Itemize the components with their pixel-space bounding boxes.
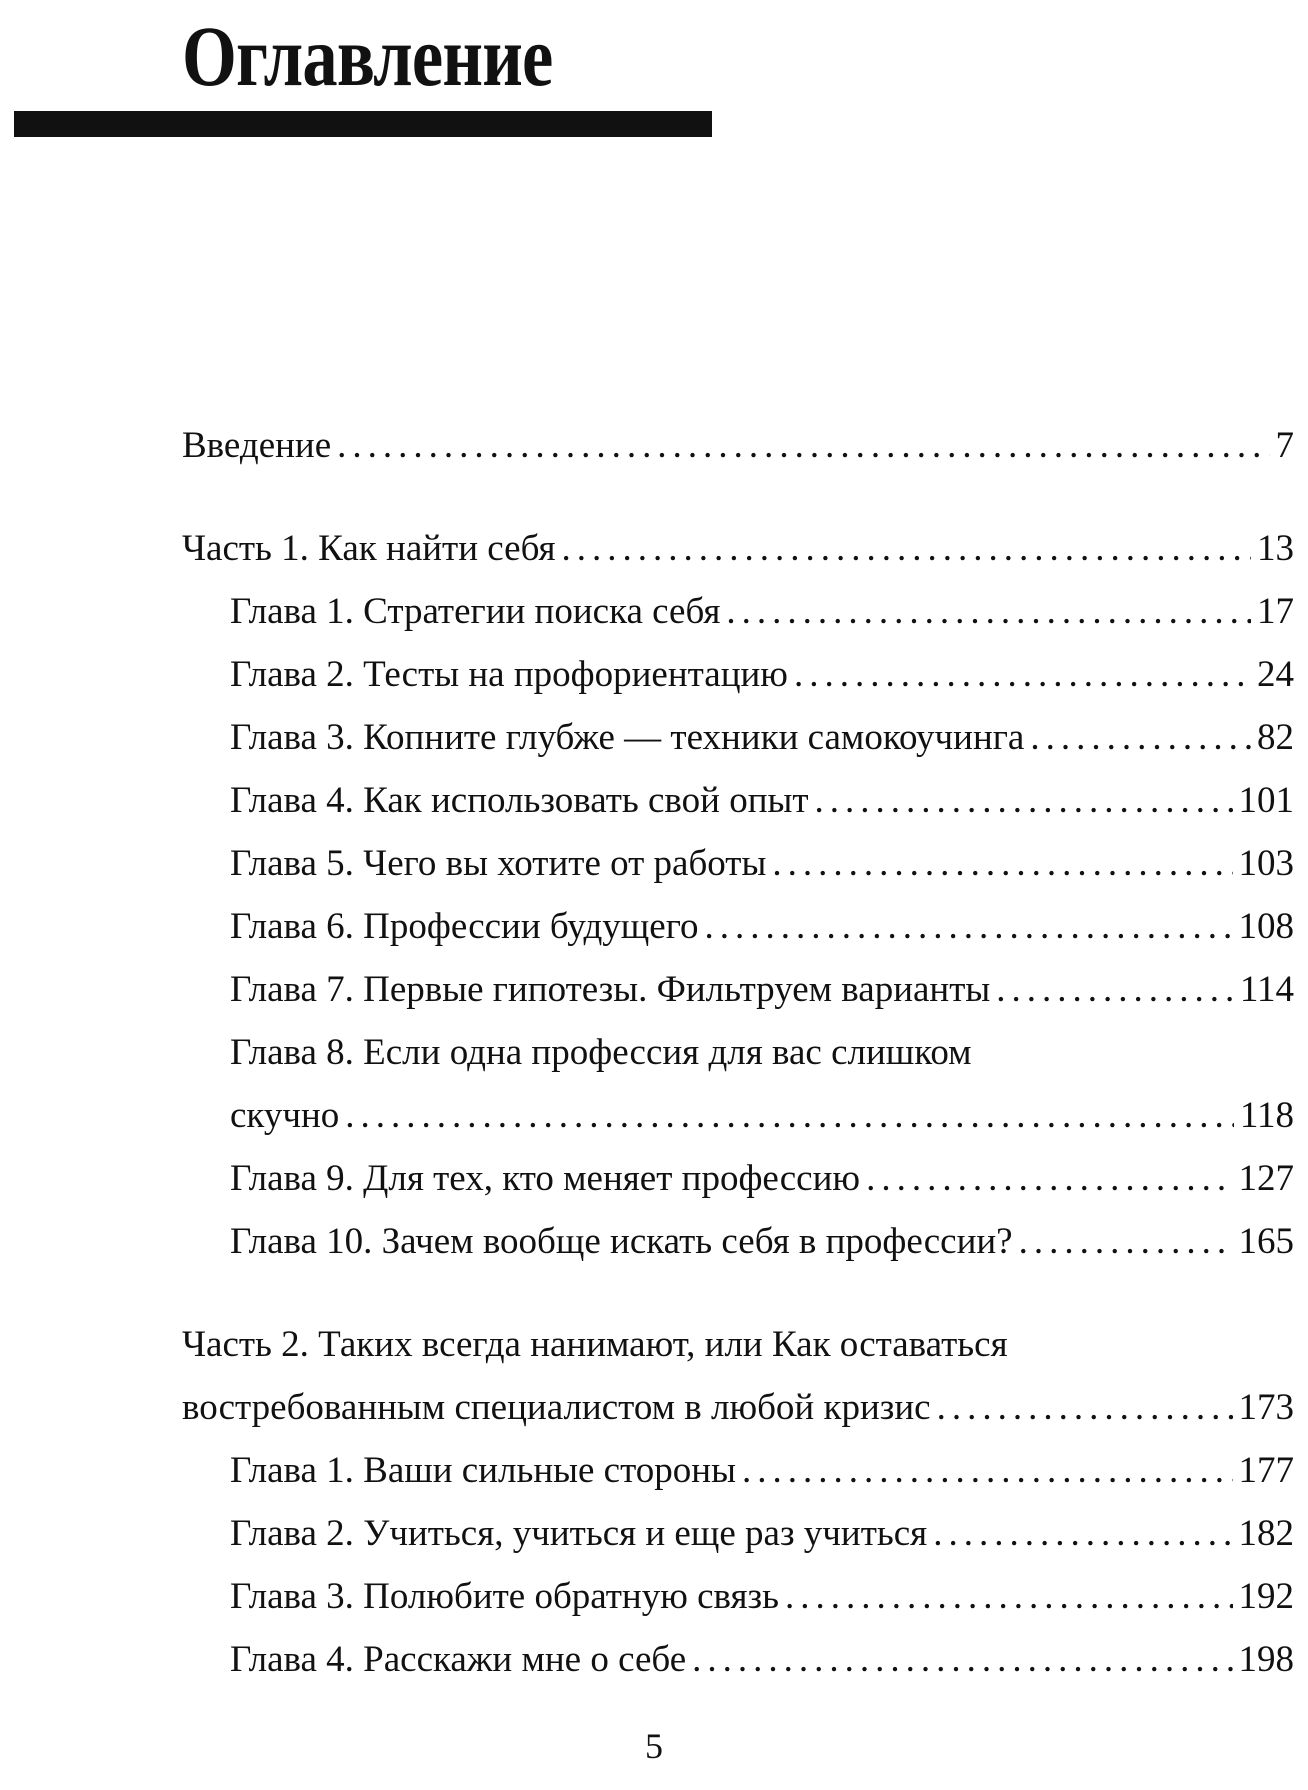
- dot-leader: [726, 580, 1251, 643]
- dot-leader: [933, 1502, 1232, 1565]
- toc-entry-part-2-chapter-3[interactable]: [182, 1565, 1294, 1628]
- dot-leader: [996, 958, 1234, 1021]
- toc-entry-label-continued: востребованным специалистом в любой кризис: [182, 1387, 931, 1428]
- toc-entry-part-1-chapter-6[interactable]: [182, 895, 1294, 958]
- toc-entry-label: Глава 2. Тесты на профориентацию: [230, 654, 788, 695]
- dot-leader: [345, 1084, 1234, 1147]
- dot-leader: [337, 414, 1269, 477]
- toc-entry-page: 192: [1238, 1576, 1294, 1617]
- toc-entry-part-2-chapter-2[interactable]: [182, 1502, 1294, 1565]
- toc-entry-part-1-chapter-7[interactable]: [182, 958, 1294, 1021]
- toc-entry-label-continued: скучно: [230, 1095, 340, 1136]
- toc-entry-part-1-chapter-9[interactable]: [182, 1147, 1294, 1210]
- toc-entry-page: 165: [1238, 1221, 1294, 1262]
- toc-entry-page: 101: [1238, 780, 1294, 821]
- toc-entry-label: Глава 1. Ваши сильные стороны: [230, 1450, 736, 1491]
- toc-entry-page: 108: [1238, 906, 1294, 947]
- table-of-contents: [182, 414, 1294, 1691]
- toc-entry-part-1-chapter-10[interactable]: [182, 1210, 1294, 1273]
- toc-entry-label: Глава 4. Как использовать свой опыт: [230, 780, 809, 821]
- toc-entry-part-2-chapter-1[interactable]: [182, 1439, 1294, 1502]
- toc-entry-label: Глава 7. Первые гипотезы. Фильтруем варианты: [230, 969, 991, 1010]
- dot-leader: [794, 643, 1251, 706]
- toc-entry-part-1-chapter-4[interactable]: [182, 769, 1294, 832]
- toc-entry-label: Глава 3. Копните глубже — техники самокоучинга: [230, 717, 1025, 758]
- dot-leader: [937, 1376, 1233, 1439]
- dot-leader: [1019, 1210, 1233, 1273]
- dot-leader: [866, 1147, 1232, 1210]
- toc-entry-part-1-chapter-3[interactable]: [182, 706, 1294, 769]
- dot-leader: [772, 832, 1232, 895]
- toc-entry-page: 13: [1257, 528, 1294, 569]
- toc-entry-label: Часть 1. Как найти себя: [182, 528, 556, 569]
- toc-entry-label: Глава 3. Полюбите обратную связь: [230, 1576, 780, 1617]
- toc-entry-part-1[interactable]: [182, 517, 1294, 580]
- dot-leader: [815, 769, 1233, 832]
- toc-entry-label: Глава 8. Если одна профессия для вас слишком: [230, 1032, 972, 1073]
- page-number: 5: [645, 1726, 663, 1766]
- dot-leader: [692, 1628, 1232, 1691]
- toc-entry-part-2-line-1[interactable]: [182, 1313, 1294, 1376]
- toc-entry-page: 182: [1238, 1513, 1294, 1554]
- toc-entry-label: Часть 2. Таких всегда нанимают, или Как оставаться: [182, 1324, 1008, 1365]
- toc-entry-part-1-chapter-2[interactable]: [182, 643, 1294, 706]
- dot-leader: [742, 1439, 1233, 1502]
- toc-entry-label: Введение: [182, 425, 332, 466]
- toc-entry-page: 173: [1238, 1387, 1294, 1428]
- dot-leader: [704, 895, 1232, 958]
- toc-entry-part-2-chapter-4[interactable]: [182, 1628, 1294, 1691]
- toc-entry-page: 17: [1257, 591, 1294, 632]
- toc-entry-page: 7: [1275, 425, 1294, 466]
- toc-entry-part-1-chapter-8-line-2[interactable]: [182, 1084, 1294, 1147]
- toc-entry-label: Глава 9. Для тех, кто меняет профессию: [230, 1158, 861, 1199]
- toc-entry-label: Глава 6. Профессии будущего: [230, 906, 699, 947]
- toc-entry-label: Глава 4. Расскажи мне о себе: [230, 1639, 687, 1680]
- toc-entry-part-1-chapter-5[interactable]: [182, 832, 1294, 895]
- toc-entry-part-2-line-2[interactable]: [182, 1376, 1294, 1439]
- toc-entry-intro[interactable]: [182, 414, 1294, 477]
- toc-entry-part-1-chapter-1[interactable]: [182, 580, 1294, 643]
- toc-entry-page: 114: [1239, 969, 1294, 1010]
- toc-entry-label: Глава 5. Чего вы хотите от работы: [230, 843, 767, 884]
- toc-entry-page: 177: [1238, 1450, 1294, 1491]
- title-underline-bar: [14, 111, 712, 137]
- toc-entry-page: 198: [1238, 1639, 1294, 1680]
- toc-entry-page: 103: [1238, 843, 1294, 884]
- dot-leader: [785, 1565, 1232, 1628]
- toc-entry-label: Глава 1. Стратегии поиска себя: [230, 591, 721, 632]
- toc-entry-page: 127: [1238, 1158, 1294, 1199]
- dot-leader: [562, 517, 1252, 580]
- toc-entry-page: 24: [1257, 654, 1294, 695]
- toc-entry-page: 82: [1257, 717, 1294, 758]
- toc-entry-page: 118: [1239, 1095, 1294, 1136]
- dot-leader: [1030, 706, 1251, 769]
- toc-entry-label: Глава 2. Учиться, учиться и еще раз учиться: [230, 1513, 928, 1554]
- page-title: Оглавление: [182, 8, 553, 104]
- toc-entry-label: Глава 10. Зачем вообще искать себя в профессии?: [230, 1221, 1013, 1262]
- toc-entry-part-1-chapter-8-line-1[interactable]: [182, 1021, 1294, 1084]
